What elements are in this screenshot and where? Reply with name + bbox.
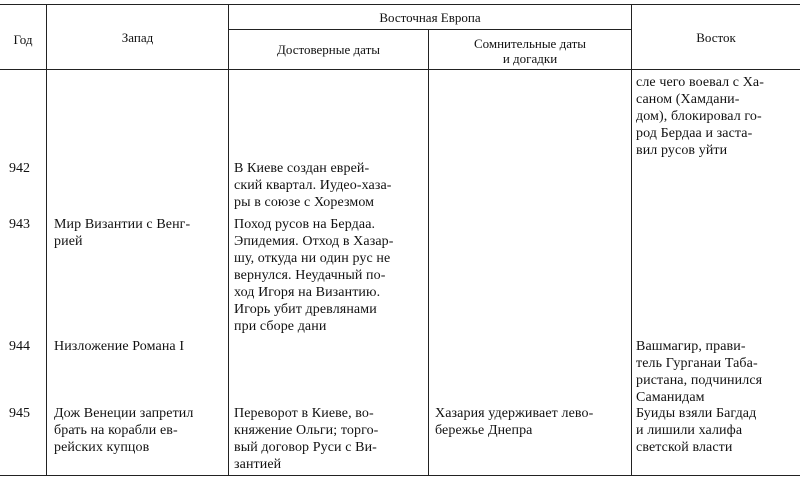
table-top-rule bbox=[0, 4, 800, 5]
col-divider-4 bbox=[631, 4, 632, 476]
row-944-west: Низложение Романа I bbox=[54, 339, 185, 354]
header-reliable-dates: Достоверные даты bbox=[277, 42, 380, 57]
row-942-reliable: В Киеве создан еврей- ский квартал. Иудео-хаза- ры в союзе с Хорезмом bbox=[234, 161, 392, 210]
row-943-west: Мир Византии с Венг- рией bbox=[54, 217, 191, 249]
header-eastern-europe: Восточная Европа bbox=[379, 10, 481, 25]
row-945-reliable: Переворот в Киеве, во- княжение Ольги; торго- вый договор Руси с Ви- зантией bbox=[234, 406, 379, 472]
header-doubtful-dates: Сомнительные даты и догадки bbox=[473, 36, 587, 66]
row-943-year: 943 bbox=[9, 217, 30, 232]
col-divider-2 bbox=[228, 4, 229, 476]
row-944-east: Вашмагир, прави- тель Гурганаи Таба- ристана, подчинился Саманидам bbox=[636, 339, 763, 405]
col-divider-1 bbox=[46, 4, 47, 476]
header-east: Восток bbox=[696, 30, 736, 45]
header-bottom-rule bbox=[0, 69, 800, 70]
eastern-europe-rule bbox=[228, 29, 631, 30]
row-943-reliable: Поход русов на Бердаа. Эпидемия. Отход в Хазар- шу, откуда ни один рус не вернулся. Неудачный по- ход Игоря на Византию. Игорь убит древлянами при сборе дани bbox=[234, 217, 394, 334]
table-bottom-rule bbox=[0, 475, 800, 476]
row-945-year: 945 bbox=[9, 406, 30, 421]
row-944-year: 944 bbox=[9, 339, 30, 354]
header-year: Год bbox=[13, 32, 33, 47]
col-divider-3 bbox=[428, 29, 429, 476]
row-945-east: Буиды взяли Багдад и лишили халифа светской власти bbox=[636, 406, 757, 455]
row-942-year: 942 bbox=[9, 161, 30, 176]
header-west: Запад bbox=[121, 30, 154, 45]
row-945-doubtful: Хазария удерживает лево- бережье Днепра bbox=[435, 406, 594, 438]
row-945-west: Дож Венеции запретил брать на корабли ев- рейских купцов bbox=[54, 406, 194, 455]
row-continued-east: сле чего воевал с Ха- саном (Хамдани- дом), блокировал го- род Бердаа и заста- вил русов уйти bbox=[636, 75, 765, 158]
